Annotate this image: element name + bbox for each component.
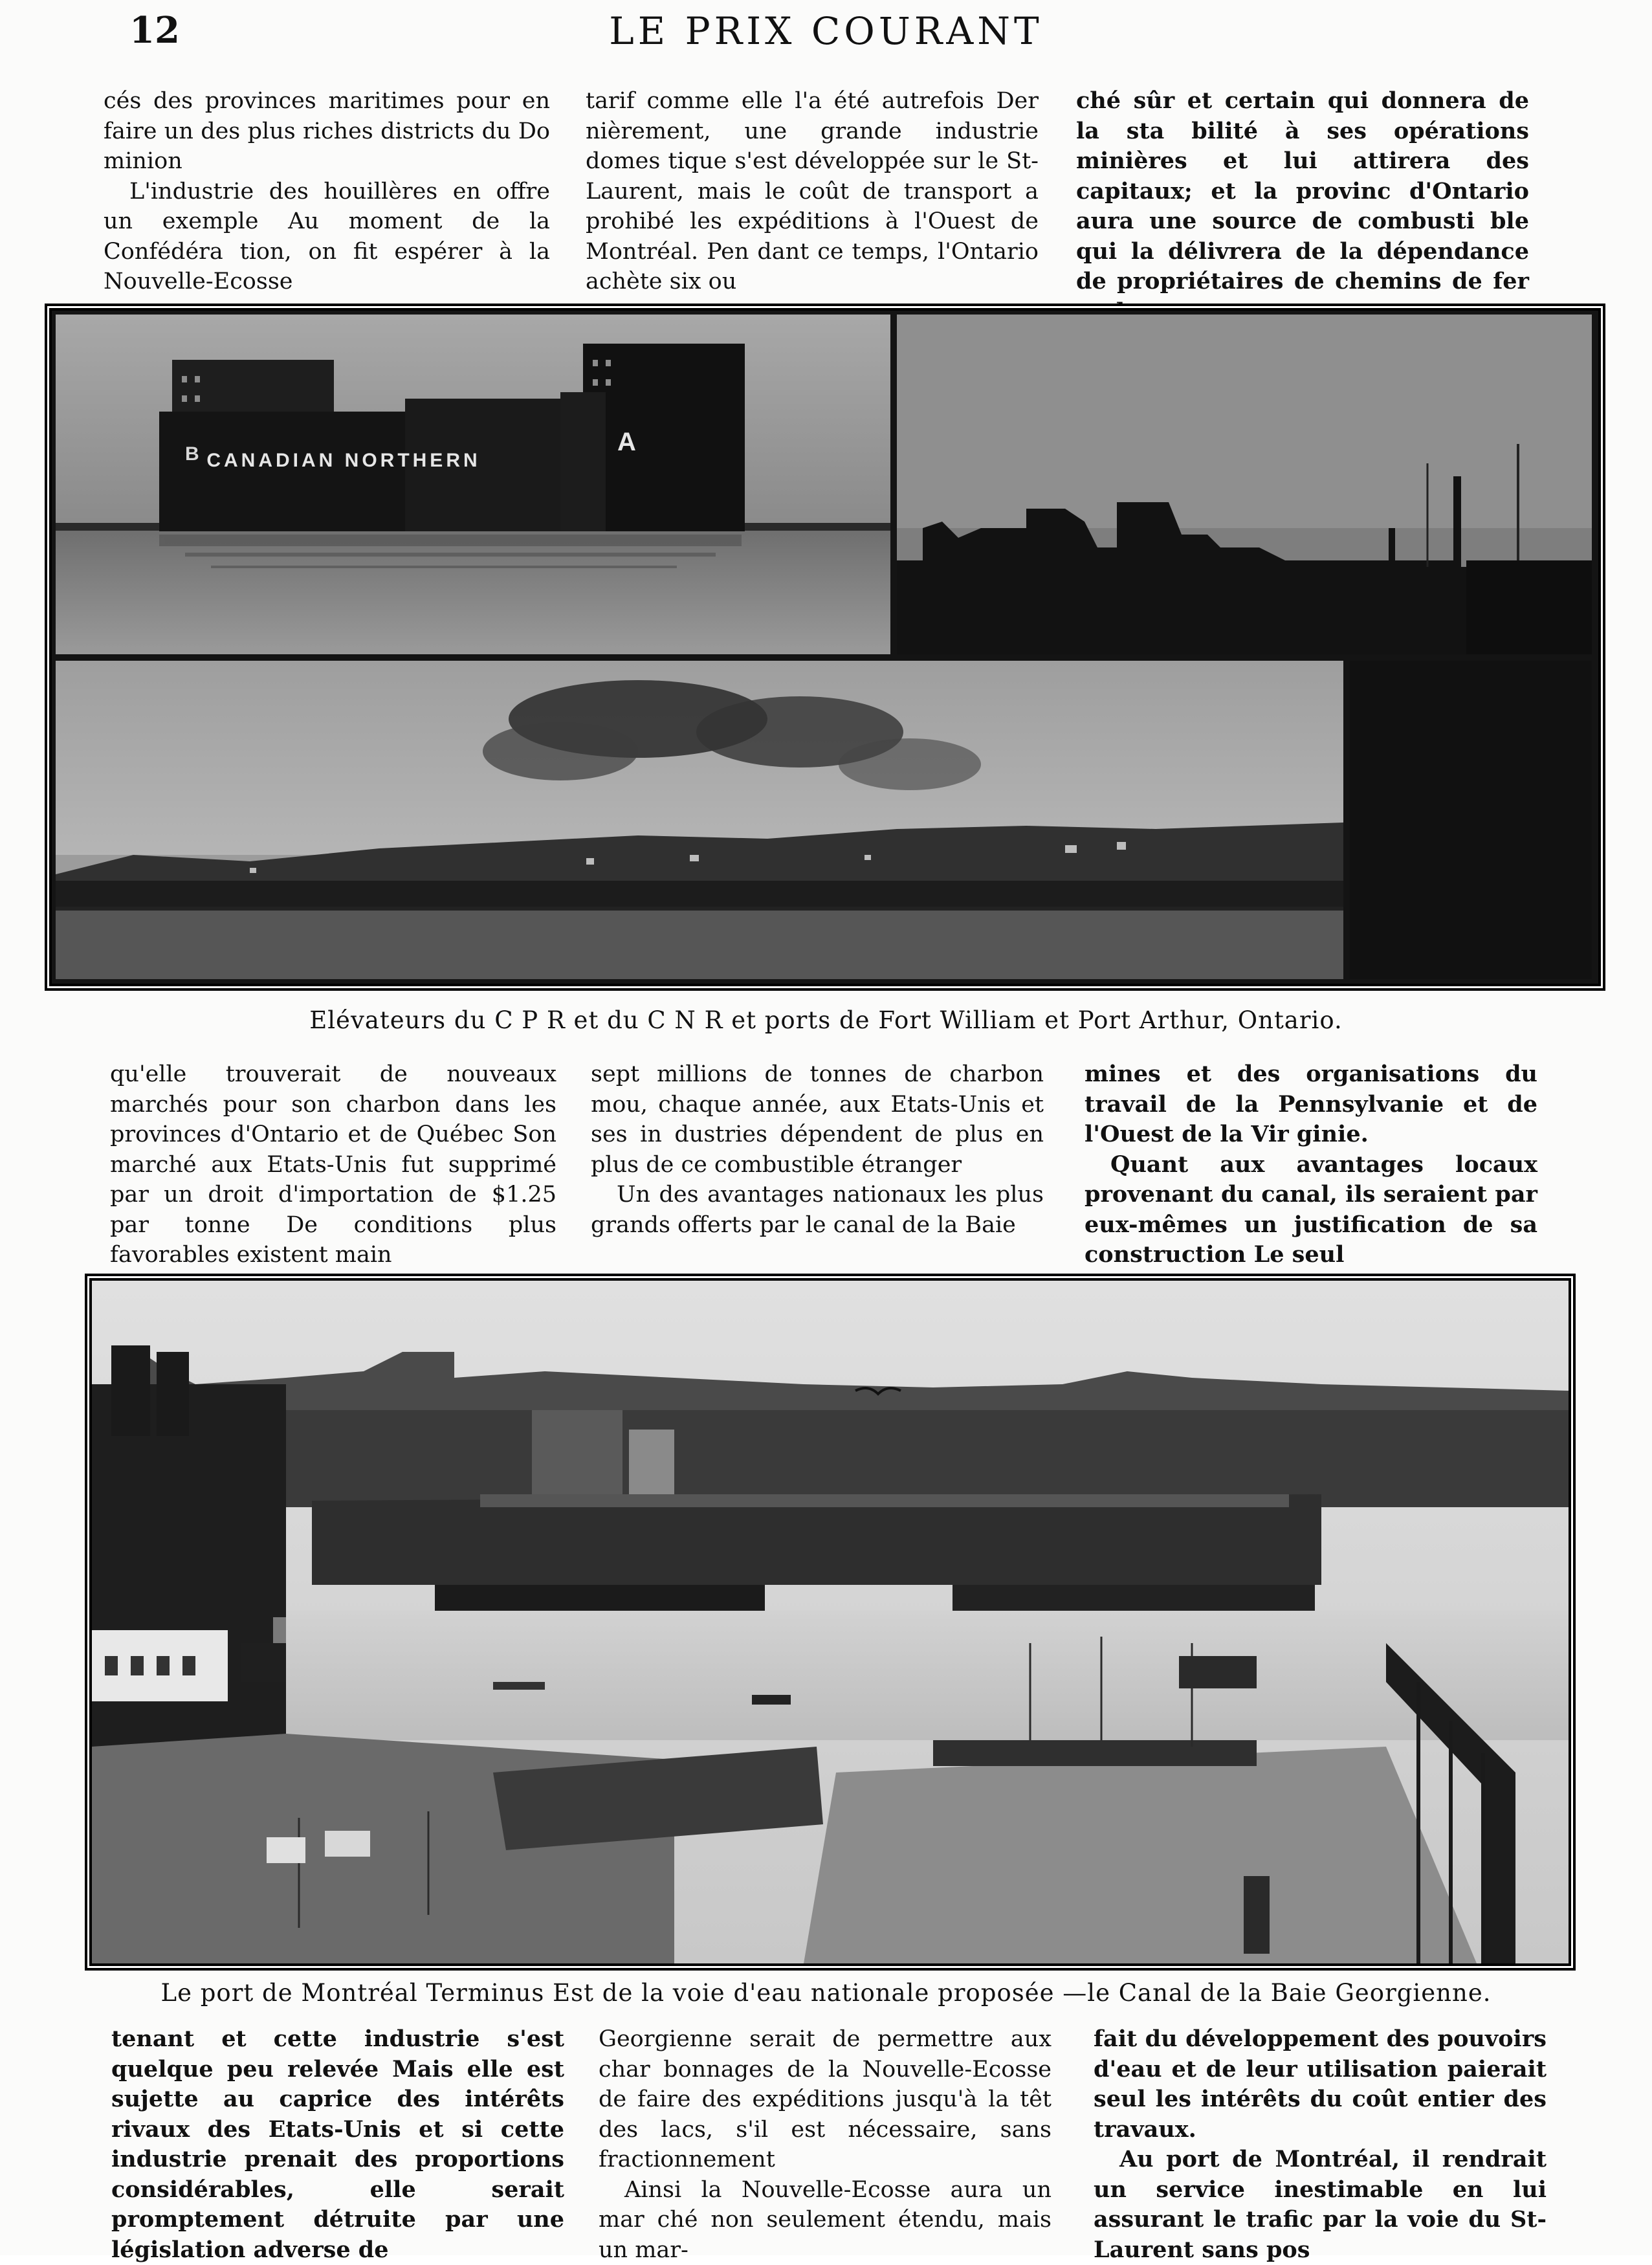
middle-column-1	[110, 1059, 556, 1270]
figure-elevators-plate	[49, 308, 1601, 986]
running-title: LE PRIX COURANT	[0, 9, 1652, 53]
paragraph: cés des provinces maritimes pour en faire un des plus riches districts du Do minion	[104, 86, 550, 177]
photo-canadian-northern-elevator	[56, 315, 890, 654]
photo-port-arthur-elevators	[897, 315, 1592, 654]
paragraph: Georgienne serait de permettre aux char bonnages de la Nouvelle-Ecosse de faire des expéditions jusqu'à la têt des lacs, s'il est nécessaire, sans fractionnement	[599, 2024, 1052, 2175]
middle-column-3	[1085, 1059, 1537, 1270]
paragraph: Ainsi la Nouvelle-Ecosse aura un mar ché non seulement étendu, mais un mar-	[599, 2175, 1052, 2265]
photo-dark-corner	[1350, 661, 1592, 979]
bottom-column-1	[111, 2024, 564, 2265]
paragraph: mines et des organisations du travail de la Pennsylvanie et de l'Ouest de la Vir ginie.	[1085, 1059, 1537, 1150]
paragraph: Quant aux avantages locaux provenant du canal, ils seraient par eux-mêmes un justification de sa construction Le seul	[1085, 1150, 1537, 1270]
bottom-column-3	[1094, 2024, 1547, 2265]
photo-fort-william-harbour	[56, 661, 1343, 979]
top-column-3	[1076, 86, 1529, 327]
page-header	[0, 0, 1652, 65]
page-number: 12	[129, 9, 180, 52]
paragraph: Un des avantages nationaux les plus grands offerts par le canal de la Baie	[591, 1180, 1044, 1240]
paragraph: tarif comme elle l'a été autrefois Der nièrement, une grande industrie domes tique s'est développée sur le St-Laurent, mais le coût de transport a prohibé les expéditions à l'Ouest de Montréal. Pen dant ce temps, l'Ontario achète six ou	[586, 86, 1039, 297]
elevator-letter-left: B	[185, 443, 199, 465]
paragraph: Au port de Montréal, il rendrait un service inestimable en lui assurant le trafic par la voie du St-Laurent sans pos	[1094, 2145, 1547, 2265]
paragraph: fait du développement des pouvoirs d'eau et de leur utilisation paierait seul les intérêts du coût entier des travaux.	[1094, 2024, 1547, 2145]
paragraph: tenant et cette industrie s'est quelque peu relevée Mais elle est sujette au caprice des intérêts rivaux des Etats-Unis et si cette industrie prenait des proportions considérables, elle serait promptement détruite par une législation adverse de	[111, 2024, 564, 2265]
paragraph: L'industrie des houillères en offre un exemple Au moment de la Confédéra tion, on fit espérer à la Nouvelle-Ecosse	[104, 177, 550, 297]
paragraph: sept millions de tonnes de charbon mou, chaque année, aux Etats-Unis et ses in dustries dépendent de plus en plus de ce combustible étranger	[591, 1059, 1044, 1180]
paragraph: ché sûr et certain qui donnera de la sta bilité à ses opérations minières et lui attirera des capitaux; et la provinc d'Ontario aura une source de combusti ble qui la délivrera de la dépendance de propriétaires de chemins de fer	[1076, 86, 1529, 327]
elevator-sign: CANADIAN NORTHERN	[206, 450, 480, 471]
middle-column-2	[591, 1059, 1044, 1240]
bottom-column-2	[599, 2024, 1052, 2265]
paragraph: qu'elle trouverait de nouveaux marchés pour son charbon dans les provinces d'Ontario et de Québec Son marché aux Etats-Unis fut supprimé par un droit d'importation de $1.25 par tonne De conditions plus favorables existent main	[110, 1059, 556, 1270]
elevator-letter-right: A	[617, 428, 636, 456]
figure1-caption: Elévateurs du C P R et du C N R et ports de Fort William et Port Arthur, Ontario.	[0, 1006, 1652, 1034]
top-column-2	[586, 86, 1039, 297]
figure2-caption: Le port de Montréal Terminus Est de la voie d'eau nationale proposée —le Canal de la Baie Georgienne.	[0, 1979, 1652, 2007]
figure-montreal-port-photo	[89, 1278, 1571, 1966]
top-column-1	[104, 86, 550, 297]
